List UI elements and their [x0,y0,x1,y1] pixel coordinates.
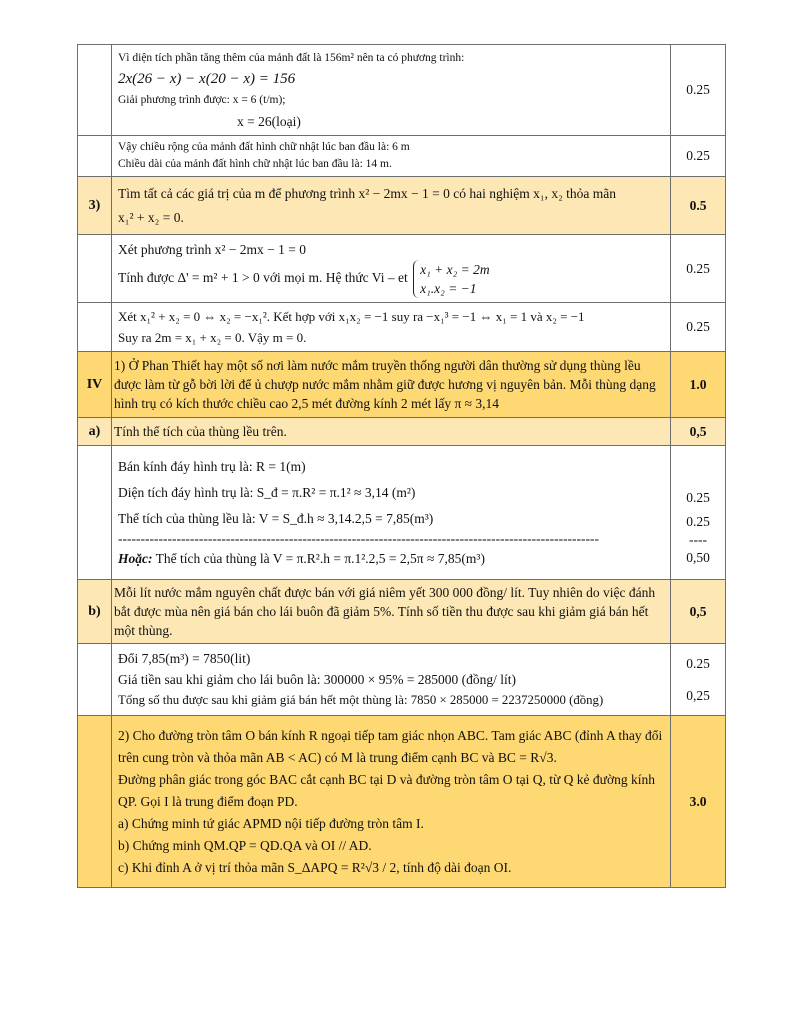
score-cell: 0.25 [671,235,726,303]
system-equation: x₁.x₂ = −1 [420,281,477,296]
question-line: Tìm tất cả các giá trị của m để phương trình x² − 2mx − 1 = 0 có hai nghiệm x₁, x₂ thỏa mãn [118,185,617,201]
question-line: 2) Cho đường tròn tâm O bán kính R ngoại tiếp tam giác nhọn ABC. Tam giác ABC (đỉnh A thay đổi trên cung tròn và thỏa mãn AB < AC) có M là trung điểm cạnh BC và BC = R√3. [118,727,663,765]
question-line: x₁² + x₂ = 0. [118,209,184,225]
table-row [78,446,726,580]
answer-line: Đổi 7,85(m³) = 7850(lit) [118,651,251,666]
grading-table [77,44,726,888]
score-value: 0.25 [686,655,710,671]
answer-line: Chiều dài của mảnh đất hình chữ nhật lúc ban đầu là: 14 m. [118,158,392,170]
table-row [78,235,726,303]
answer-line: Tổng số thu được sau khi giảm giá bán hết một thùng là: 7850 × 285000 = 2237250000 (đồng) [118,693,604,707]
answer-line: Bán kính đáy hình trụ là: R = 1(m) [118,458,306,474]
answer-line: Thể tích của thùng lều là: V = S_đ.h ≈ 3,14.2,5 = 7,85(m³) [118,510,434,526]
score-value: ---- [689,531,707,547]
alt-label: Hoặc: [118,550,153,566]
score-cell: 0.5 [671,177,726,235]
system-equation: x₁ + x₂ = 2m [420,262,490,277]
answer-content [112,446,671,580]
question-content [112,352,671,418]
question-content [112,580,671,644]
score-cell [671,644,726,716]
table-row [78,352,726,418]
table-row [78,136,726,177]
score-cell: 0,5 [671,418,726,446]
answer-content [112,303,671,352]
score-cell: 0,5 [671,580,726,644]
answer-line: Giá tiền sau khi giảm cho lái buôn là: 300000 × 95% = 285000 (đồng/ lít) [118,672,517,687]
score-value: 0,25 [686,687,710,703]
score-cell: 0.25 [671,136,726,177]
table-row [78,418,726,446]
answer-line: Diện tích đáy hình trụ là: S_đ = π.R² = π.1² ≈ 3,14 (m²) [118,484,416,500]
score-value: 0.25 [686,489,710,505]
table-row [78,716,726,888]
score-cell [671,446,726,580]
score-cell: 1.0 [671,352,726,418]
question-number [78,303,112,352]
answer-line: Vậy chiều rộng của mảnh đất hình chữ nhật lúc ban đầu là: 6 m [118,141,410,153]
table-row [78,45,726,136]
question-line: Mỗi lít nước mắm nguyên chất được bán với giá niêm yết 300 000 đồng/ lít. Tuy nhiên do việc đánh bắt được mùa nên giá bán cho lái buôn đã giảm 5%. Tính số tiền thu được sau khi giảm giá bán hết một thùng. [114,585,656,638]
question-content [112,418,671,446]
table-row [78,644,726,716]
table-row [78,177,726,235]
answer-line: Xét phương trình x² − 2mx − 1 = 0 [118,242,306,257]
answer-line: Vì diện tích phần tăng thêm của mảnh đất là 156m² nên ta có phương trình: [118,52,465,64]
question-number [78,644,112,716]
answer-line: x = 26(loại) [237,114,301,129]
vieta-system [413,260,490,298]
answer-line: Tính được Δ' = m² + 1 > 0 với mọi m. Hệ thức Vi – et [118,270,408,286]
question-line: Tính thể tích của thùng lều trên. [114,424,287,439]
score-cell: 3.0 [671,716,726,888]
question-number [78,446,112,580]
table-row [78,580,726,644]
question-line: b) Chứng minh QM.QP = QD.QA và OI // AD. [118,837,372,853]
answer-content [112,136,671,177]
question-number: IV [78,352,112,418]
question-number [78,136,112,177]
answer-line: Suy ra 2m = x₁ + x₂ = 0. Vậy m = 0. [118,330,307,345]
answer-line [118,546,663,572]
equation: 2x(26 − x) − x(20 − x) = 156 [118,71,296,87]
question-line: a) Chứng minh tứ giác APMD nội tiếp đường tròn tâm I. [118,815,424,831]
question-content [112,177,671,235]
question-line: 1) Ở Phan Thiết hay một số nơi làm nước mắm truyền thống người dân thường sử dụng thùng lều được làm từ gỗ bời lời để ủ chượp nước mắm nhằm giữ được hương vị nguyên bản. Mỗi thùng dạng hình trụ có kích thước chiều cao 2,5 mét đường kính 2 mét lấy π ≈ 3,14 [114,358,656,411]
score-cell: 0.25 [671,303,726,352]
question-number: a) [78,418,112,446]
question-number [78,235,112,303]
question-number [78,716,112,888]
table-row [78,303,726,352]
answer-content [112,235,671,303]
question-line: c) Khi đỉnh A ở vị trí thỏa mãn S_ΔAPQ = R²√3 / 2, tính độ dài đoạn OI. [118,859,512,875]
question-number [78,45,112,136]
score-value: 0.25 [686,513,710,529]
answer-content [112,644,671,716]
question-line: Đường phân giác trong góc BAC cắt cạnh BC tại D và đường tròn tâm O tại Q, từ Q kẻ đường kính QP. Gọi I là trung điểm đoạn PD. [118,771,655,809]
question-content [112,716,671,888]
divider-line: ----------------------------------------------------------------------------------------------------------- [118,531,600,546]
question-number: 3) [78,177,112,235]
answer-content [112,45,671,136]
question-number: b) [78,580,112,644]
alt-text: Thể tích của thùng là V = π.R².h = π.1².2,5 = 2,5π ≈ 7,85(m³) [152,550,485,566]
answer-line: Giải phương trình được: x = 6 (t/m); [118,94,286,106]
score-value: 0,50 [686,549,710,565]
score-cell: 0.25 [671,45,726,136]
answer-line: Xét x₁² + x₂ = 0 ⇔ x₂ = −x₁². Kết hợp với x₁x₂ = −1 suy ra −x₁³ = −1 ⇔ x₁ = 1 và x₂ = −1 [118,309,585,324]
